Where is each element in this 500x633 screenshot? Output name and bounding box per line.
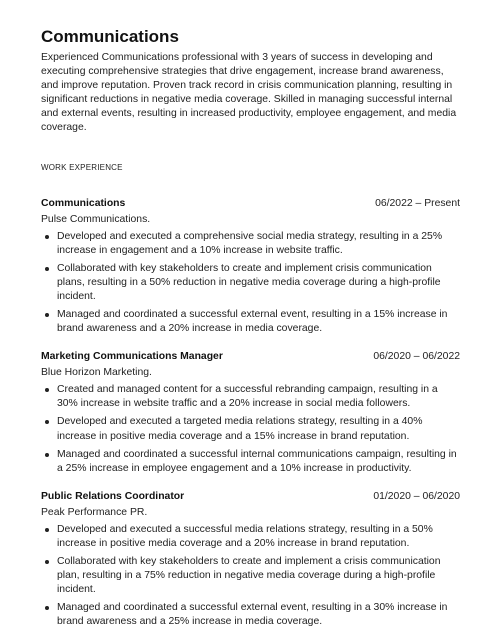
achievement-text: Collaborated with key stakeholders to create and implement crisis communication plans, resulting in a 50% reduction in negative media coverage during a high-profile incident. [57,262,441,302]
achievement-item [41,601,460,629]
bullet-dot-icon [45,420,49,424]
achievement-item [41,308,460,336]
achievement-text: Managed and coordinated a successful external event, resulting in a 30% increase in brand awareness and a 25% increase in media coverage. [57,602,448,628]
achievement-item [41,448,460,476]
achievement-text: Managed and coordinated a successful external event, resulting in a 15% increase in brand awareness and a 20% increase in media coverage. [57,309,448,335]
bullet-dot-icon [45,388,49,392]
job-header [41,197,460,211]
bullet-dot-icon [45,606,49,610]
bullet-dot-icon [45,453,49,457]
achievement-text: Managed and coordinated a successful internal communications campaign, resulting in a 25% increase in employee engagement and a 10% increase in productivity. [57,448,457,474]
achievement-text: Developed and executed a comprehensive social media strategy, resulting in a 25% increase in engagement and a 10% increase in website traffic. [57,230,443,256]
achievement-item [41,555,460,597]
achievement-item [41,262,460,304]
company-name: Peak Performance PR. [41,506,148,518]
bullet-dot-icon [45,528,49,532]
company-name: Pulse Communications. [41,213,151,225]
achievement-item [41,383,460,411]
job-header [41,490,460,504]
bullet-dot-icon [45,560,49,564]
job-entry [41,197,460,337]
job-entry [41,350,460,476]
job-title: Public Relations Coordinator [41,490,185,502]
achievement-text: Developed and executed a successful media relations strategy, resulting in a 50% increase in positive media coverage and a 20% increase in brand reputation. [57,523,433,549]
job-entry [41,490,460,630]
job-title: Marketing Communications Manager [41,351,223,363]
job-header [41,350,460,364]
company-name: Blue Horizon Marketing. [41,367,152,379]
resume-page [41,26,460,633]
achievement-text: Created and managed content for a successful rebranding campaign, resulting in a 30% increase in website traffic and a 20% increase in social media followers. [57,384,438,410]
resume-title: Communications [41,27,179,46]
bullet-dot-icon [45,235,49,239]
achievement-item [41,415,460,443]
job-achievements [41,230,460,337]
job-achievements [41,383,460,476]
work-experience-list [41,197,460,630]
job-achievements [41,523,460,630]
achievement-item [41,523,460,551]
job-title: Communications [41,197,126,209]
professional-summary: Experienced Communications professional with 3 years of success in developing and executing comprehensive strategies that drive engagement, increase brand awareness, and improve reputation. Proven track record in crisis communication planning, resulting in significant reductions in negative media coverage. Skilled in managing successful internal and external events, resulting in increased productivity, employee engagement, and media coverage. [41,52,457,134]
job-dates: 06/2020 – 06/2022 [373,351,460,363]
bullet-dot-icon [45,267,49,271]
achievement-text: Collaborated with key stakeholders to create and implement a crisis communication plan, resulting in a 75% reduction in negative media coverage during a high-profile incident. [57,555,441,596]
achievement-item [41,230,460,258]
job-dates: 06/2022 – Present [375,197,460,209]
work-experience-heading: WORK EXPERIENCE [41,162,123,172]
bullet-dot-icon [45,313,49,317]
job-dates: 01/2020 – 06/2020 [373,490,460,502]
achievement-text: Developed and executed a targeted media relations strategy, resulting in a 40% increase in positive media coverage and a 15% increase in brand reputation. [57,416,423,442]
